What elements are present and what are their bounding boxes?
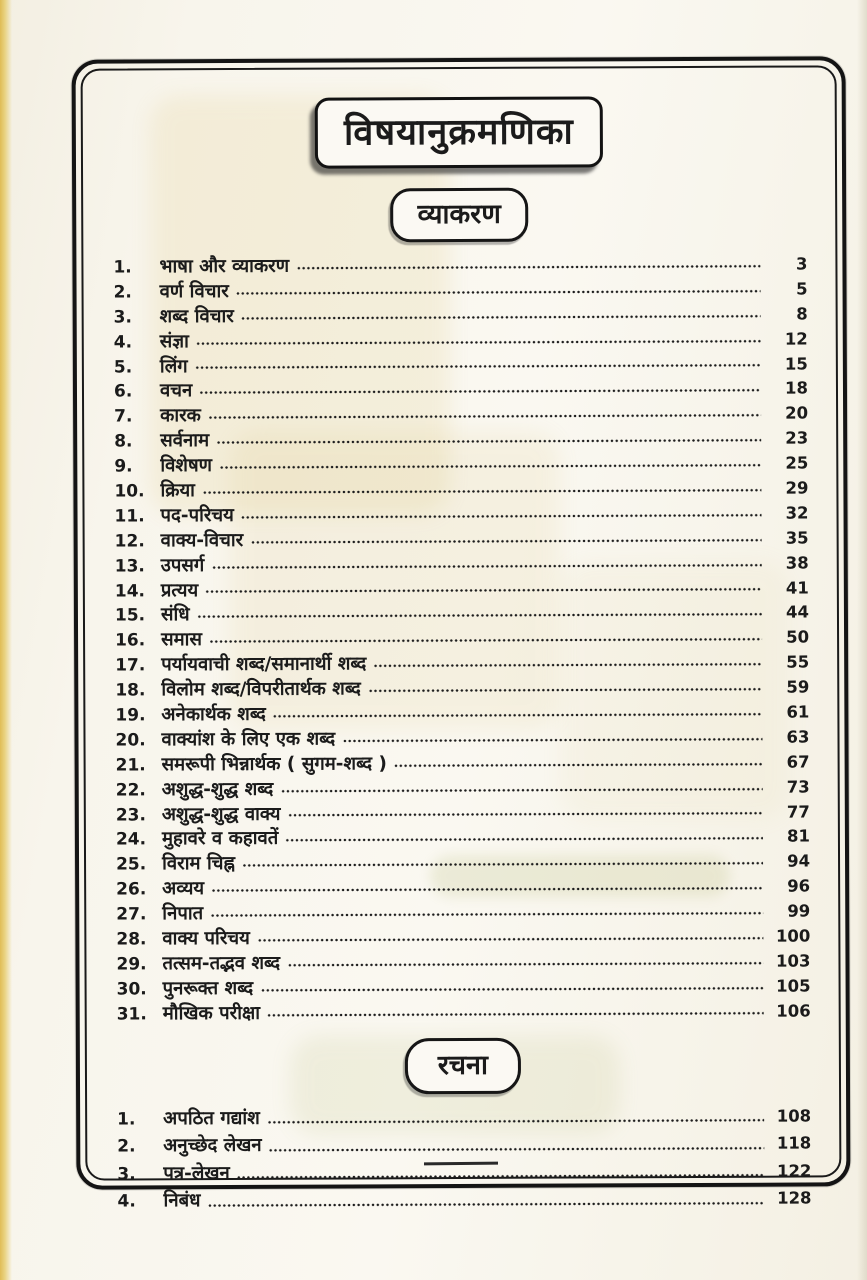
item-number: 31. bbox=[116, 1004, 147, 1025]
toc-row bbox=[117, 1185, 811, 1216]
dotted-leader bbox=[273, 712, 763, 719]
dotted-leader bbox=[267, 1118, 764, 1125]
item-title: कारक bbox=[160, 405, 201, 427]
item-number: 15. bbox=[114, 605, 146, 626]
bottom-divider-line bbox=[424, 1162, 498, 1166]
page-number: 63 bbox=[786, 727, 810, 747]
item-title: वाक्यांश के लिए एक शब्द bbox=[161, 728, 336, 751]
dotted-leader bbox=[211, 562, 761, 569]
item-title: संज्ञा bbox=[159, 330, 189, 352]
dotted-leader bbox=[257, 936, 764, 943]
page-number: 73 bbox=[786, 777, 810, 797]
toc-row bbox=[116, 798, 810, 826]
dotted-leader bbox=[210, 911, 763, 918]
item-number: 28. bbox=[116, 929, 147, 950]
dotted-leader bbox=[219, 463, 761, 470]
section-heading-vyakaran: व्याकरण bbox=[391, 188, 528, 243]
item-number: 8. bbox=[114, 431, 133, 452]
page-number: 128 bbox=[777, 1188, 812, 1209]
page-number: 77 bbox=[786, 802, 810, 822]
dotted-leader bbox=[260, 985, 763, 992]
toc-list-rachna bbox=[117, 1102, 811, 1215]
item-title: वर्ण विचार bbox=[159, 280, 229, 303]
toc-row bbox=[116, 947, 810, 975]
item-number: 17. bbox=[115, 655, 146, 676]
dotted-leader bbox=[267, 1010, 764, 1017]
item-title: पत्र-लेखन bbox=[163, 1162, 230, 1185]
item-title: प्रत्यय bbox=[160, 579, 199, 601]
toc-list-vyakaran bbox=[113, 250, 810, 1025]
page-number: 8 bbox=[796, 304, 808, 324]
item-title: मौखिक परीक्षा bbox=[162, 1002, 261, 1025]
dotted-leader bbox=[241, 512, 762, 519]
toc-row bbox=[114, 400, 808, 428]
item-number: 18. bbox=[115, 680, 146, 701]
page-number: 59 bbox=[786, 677, 810, 697]
dotted-leader bbox=[373, 662, 762, 669]
toc-row bbox=[115, 649, 809, 677]
item-title: अशुद्ध-शुद्ध वाक्य bbox=[161, 803, 281, 825]
dotted-leader bbox=[250, 537, 761, 544]
toc-row bbox=[117, 1130, 811, 1161]
toc-row bbox=[116, 873, 810, 901]
item-number: 9. bbox=[114, 456, 133, 477]
item-number: 29. bbox=[116, 954, 147, 975]
item-number: 1. bbox=[113, 257, 132, 278]
item-number: 3. bbox=[113, 307, 133, 328]
page-number: 23 bbox=[785, 428, 809, 448]
item-number: 16. bbox=[115, 630, 146, 651]
item-title: विराम चिह्न bbox=[162, 853, 236, 875]
toc-row bbox=[115, 599, 809, 627]
item-title: अनुच्छेद लेखन bbox=[163, 1135, 262, 1157]
toc-row bbox=[115, 574, 809, 602]
toc-row bbox=[113, 250, 807, 278]
dotted-leader bbox=[287, 961, 763, 968]
toc-row bbox=[114, 425, 808, 453]
dotted-leader bbox=[368, 687, 762, 694]
dotted-leader bbox=[285, 836, 763, 843]
book-spine-edge bbox=[0, 0, 12, 1280]
toc-row bbox=[117, 997, 811, 1025]
item-number: 20. bbox=[115, 730, 146, 751]
toc-row bbox=[114, 350, 808, 378]
item-number: 12. bbox=[114, 531, 145, 552]
dotted-leader bbox=[205, 587, 762, 594]
page-number: 41 bbox=[785, 578, 809, 598]
item-title: निबंध bbox=[163, 1190, 201, 1212]
item-title: अपठित गद्यांश bbox=[163, 1107, 260, 1129]
toc-row bbox=[116, 923, 810, 951]
toc-row bbox=[117, 972, 811, 1000]
toc-row bbox=[114, 499, 808, 527]
item-number: 3. bbox=[117, 1164, 136, 1185]
toc-row bbox=[115, 674, 809, 702]
item-title: अशुद्ध-शुद्ध शब्द bbox=[161, 778, 274, 801]
item-number: 30. bbox=[116, 979, 147, 1000]
page-number: 55 bbox=[786, 652, 810, 672]
toc-row bbox=[113, 275, 807, 303]
item-title: भाषा और व्याकरण bbox=[159, 255, 290, 278]
toc-row bbox=[116, 848, 810, 876]
item-number: 4. bbox=[113, 332, 133, 353]
page-number: 44 bbox=[785, 602, 809, 623]
item-title: अव्यय bbox=[162, 878, 205, 900]
dotted-leader bbox=[195, 363, 761, 370]
item-number: 2. bbox=[117, 1136, 136, 1157]
page-number: 103 bbox=[775, 951, 811, 971]
page-number: 67 bbox=[786, 752, 810, 772]
item-title: क्रिया bbox=[160, 480, 195, 502]
item-title: पुनरूक्त शब्द bbox=[162, 977, 254, 1000]
item-title: अनेकार्थक शब्द bbox=[161, 703, 266, 726]
item-number: 27. bbox=[116, 904, 147, 925]
item-number: 19. bbox=[115, 705, 146, 726]
dotted-leader bbox=[236, 288, 761, 295]
item-title: विलोम शब्द/विपरीतार्थक शब्द bbox=[161, 678, 361, 701]
page-number: 96 bbox=[787, 876, 811, 896]
item-title: संधि bbox=[160, 604, 190, 626]
toc-row bbox=[114, 450, 808, 478]
page-title: विषयानुक्रमणिका bbox=[315, 96, 603, 168]
item-title: वचन bbox=[159, 380, 193, 402]
dotted-leader bbox=[242, 861, 763, 868]
item-number: 5. bbox=[113, 356, 133, 378]
item-title: वाक्य-विचार bbox=[160, 529, 244, 552]
item-number: 11. bbox=[114, 506, 145, 527]
page-number: 61 bbox=[786, 702, 810, 722]
page-number: 32 bbox=[785, 503, 809, 523]
item-title: समरूपी भिन्नार्थक ( सुगम-शब्द ) bbox=[161, 753, 387, 776]
item-number: 1. bbox=[117, 1109, 136, 1130]
page-number: 50 bbox=[786, 627, 810, 647]
page-number: 108 bbox=[776, 1106, 812, 1126]
toc-row bbox=[117, 1102, 811, 1133]
dotted-leader bbox=[296, 264, 760, 271]
item-number: 10. bbox=[114, 481, 145, 502]
page-number: 118 bbox=[776, 1133, 812, 1153]
toc-row bbox=[115, 549, 809, 577]
item-number: 7. bbox=[114, 406, 133, 427]
dotted-leader bbox=[208, 413, 761, 420]
dotted-leader bbox=[288, 811, 763, 818]
item-number: 13. bbox=[114, 556, 145, 577]
item-number: 22. bbox=[115, 780, 146, 801]
page-number: 15 bbox=[784, 354, 808, 374]
page-number: 35 bbox=[785, 528, 809, 548]
item-title: विशेषण bbox=[160, 455, 213, 477]
dotted-leader bbox=[237, 1173, 765, 1180]
item-number: 25. bbox=[116, 854, 147, 875]
page-number: 5 bbox=[796, 279, 808, 299]
item-number: 14. bbox=[114, 580, 146, 602]
item-number: 23. bbox=[115, 804, 147, 826]
item-title: शब्द विचार bbox=[159, 305, 234, 328]
toc-row bbox=[116, 823, 810, 851]
page-number: 38 bbox=[785, 553, 809, 573]
page-number: 18 bbox=[784, 378, 809, 399]
dotted-leader bbox=[196, 338, 761, 345]
item-title: समास bbox=[161, 629, 202, 651]
item-number: 4. bbox=[117, 1191, 136, 1212]
page-number: 3 bbox=[795, 254, 808, 274]
page-right-edge bbox=[857, 0, 867, 1280]
toc-row bbox=[116, 748, 810, 776]
item-title: पर्यायवाची शब्द/समानार्थी शब्द bbox=[161, 653, 367, 676]
item-number: 26. bbox=[116, 879, 147, 900]
dotted-leader bbox=[199, 388, 761, 395]
item-title: निपात bbox=[162, 903, 204, 925]
page-number: 29 bbox=[785, 478, 809, 498]
page-number: 105 bbox=[776, 976, 811, 996]
decorative-double-border bbox=[72, 56, 851, 1212]
item-number: 21. bbox=[115, 755, 146, 776]
page-number: 100 bbox=[775, 926, 811, 946]
dotted-leader bbox=[342, 736, 762, 743]
toc-row bbox=[115, 723, 809, 751]
toc-row bbox=[114, 300, 808, 328]
dotted-leader bbox=[211, 886, 763, 893]
toc-row bbox=[114, 474, 808, 502]
item-title: लिंग bbox=[159, 355, 188, 377]
dotted-leader bbox=[280, 786, 762, 793]
item-title: सर्वनाम bbox=[160, 430, 210, 452]
item-title: वाक्य परिचय bbox=[162, 927, 250, 950]
page-number: 12 bbox=[784, 329, 808, 349]
dotted-leader bbox=[241, 313, 761, 320]
dotted-leader bbox=[269, 1145, 765, 1152]
toc-row bbox=[114, 325, 808, 353]
item-number: 6. bbox=[113, 381, 133, 402]
toc-row bbox=[116, 773, 810, 801]
page-number: 25 bbox=[785, 453, 809, 473]
dotted-leader bbox=[208, 1201, 765, 1208]
item-number: 2. bbox=[113, 282, 132, 303]
page-number: 122 bbox=[776, 1161, 812, 1181]
section-heading-rachna: रचना bbox=[405, 1037, 521, 1094]
toc-row bbox=[114, 375, 808, 403]
page-number: 20 bbox=[785, 403, 809, 423]
dotted-leader bbox=[209, 637, 762, 644]
page-number: 106 bbox=[776, 1001, 811, 1021]
item-title: मुहावरे व कहावतें bbox=[161, 828, 279, 850]
item-title: तत्सम-तद्भव शब्द bbox=[162, 952, 281, 975]
dotted-leader bbox=[394, 761, 763, 768]
page-number: 99 bbox=[787, 901, 811, 921]
item-number: 24. bbox=[115, 829, 147, 850]
dotted-leader bbox=[202, 488, 761, 495]
item-title: उपसर्ग bbox=[160, 554, 205, 576]
toc-row bbox=[115, 699, 809, 727]
dotted-leader bbox=[216, 438, 761, 445]
page-number: 94 bbox=[787, 851, 811, 871]
item-title: पद-परिचय bbox=[160, 504, 234, 527]
page-number: 81 bbox=[786, 826, 810, 847]
toc-row bbox=[115, 624, 809, 652]
dotted-leader bbox=[197, 612, 762, 619]
toc-row bbox=[115, 524, 809, 552]
inner-border bbox=[81, 65, 842, 1212]
toc-row bbox=[116, 898, 810, 926]
